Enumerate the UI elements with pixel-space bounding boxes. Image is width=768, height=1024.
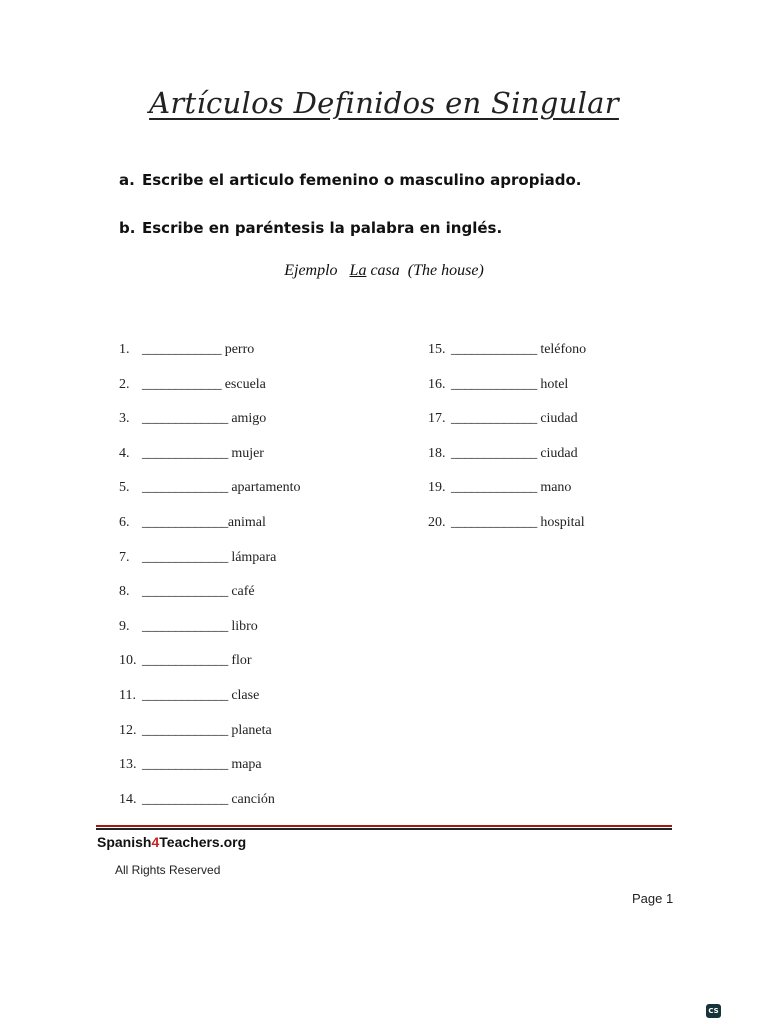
answer-blank: _____________ bbox=[451, 376, 537, 392]
exercise-item bbox=[428, 376, 586, 411]
item-word: café bbox=[231, 584, 255, 600]
exercise-list-right bbox=[428, 341, 586, 549]
item-number: 2. bbox=[119, 376, 130, 392]
item-word: libro bbox=[231, 618, 258, 634]
brand-suffix: Teachers.org bbox=[159, 834, 247, 850]
rights-text: All Rights Reserved bbox=[115, 863, 221, 877]
answer-blank: _____________ bbox=[142, 514, 228, 530]
item-word: apartamento bbox=[231, 480, 301, 496]
item-number: 11. bbox=[119, 687, 136, 703]
exercise-item bbox=[119, 756, 301, 791]
item-word: ciudad bbox=[540, 411, 578, 427]
item-number: 4. bbox=[119, 445, 130, 461]
exercise-item bbox=[428, 341, 586, 376]
item-word: flor bbox=[231, 653, 252, 669]
instruction-text: Escribe en paréntesis la palabra en inglés. bbox=[142, 219, 503, 237]
item-word: mano bbox=[540, 480, 572, 496]
answer-blank: _____________ bbox=[451, 445, 537, 461]
item-number: 15. bbox=[428, 342, 446, 357]
exercise-item bbox=[119, 652, 301, 687]
item-number: 10. bbox=[119, 653, 137, 669]
item-number: 13. bbox=[119, 757, 137, 773]
answer-blank: _____________ bbox=[142, 618, 228, 634]
exercise-item bbox=[119, 791, 301, 826]
item-number: 9. bbox=[119, 618, 130, 634]
answer-blank: _____________ bbox=[142, 584, 228, 600]
brand-accent: 4 bbox=[151, 834, 160, 850]
answer-blank: _____________ bbox=[142, 480, 228, 496]
example-line bbox=[0, 262, 768, 280]
exercise-item bbox=[428, 514, 586, 549]
instruction-a bbox=[119, 171, 581, 189]
exercise-item bbox=[119, 618, 301, 653]
answer-blank: _____________ bbox=[142, 722, 228, 738]
exercise-item bbox=[119, 583, 301, 618]
item-word: hospital bbox=[540, 514, 585, 530]
item-word: animal bbox=[227, 514, 266, 530]
page-title: Artículos Definidos en Singular bbox=[149, 86, 619, 120]
example-article: La bbox=[349, 262, 367, 279]
brand-logo bbox=[97, 834, 246, 850]
answer-blank: _____________ bbox=[142, 549, 228, 565]
item-word: planeta bbox=[231, 722, 272, 738]
exercise-item bbox=[119, 514, 301, 549]
answer-blank: _____________ bbox=[142, 791, 228, 807]
instruction-marker: b. bbox=[119, 219, 136, 237]
answer-blank: ____________ bbox=[142, 376, 222, 392]
answer-blank: _____________ bbox=[142, 653, 228, 669]
item-word: teléfono bbox=[540, 342, 587, 357]
answer-blank: _____________ bbox=[451, 342, 537, 357]
item-number: 3. bbox=[119, 411, 130, 427]
page-number: Page 1 bbox=[632, 891, 674, 906]
item-word: canción bbox=[231, 791, 275, 807]
exercise-item bbox=[428, 445, 586, 480]
exercise-item bbox=[119, 445, 301, 480]
answer-blank: _____________ bbox=[451, 514, 537, 530]
item-word: amigo bbox=[231, 411, 267, 427]
item-word: escuela bbox=[224, 376, 266, 392]
item-word: clase bbox=[231, 687, 260, 703]
answer-blank: _____________ bbox=[142, 411, 228, 427]
answer-blank: _____________ bbox=[142, 445, 228, 461]
item-number: 12. bbox=[119, 722, 137, 738]
item-number: 1. bbox=[119, 342, 130, 357]
item-number: 8. bbox=[119, 584, 130, 600]
example-translation: (The house) bbox=[407, 262, 484, 279]
exercise-item bbox=[119, 549, 301, 584]
item-number: 17. bbox=[428, 411, 446, 427]
exercise-item bbox=[119, 687, 301, 722]
answer-blank: _____________ bbox=[451, 411, 537, 427]
exercise-item bbox=[119, 376, 301, 411]
item-word: mapa bbox=[231, 757, 262, 773]
exercise-item bbox=[119, 722, 301, 757]
item-number: 18. bbox=[428, 445, 446, 461]
item-number: 20. bbox=[428, 514, 446, 530]
item-number: 6. bbox=[119, 514, 130, 530]
answer-blank: _____________ bbox=[142, 757, 228, 773]
item-word: mujer bbox=[231, 445, 264, 461]
footer-divider bbox=[96, 825, 672, 830]
item-word: lámpara bbox=[231, 549, 277, 565]
answer-blank: _____________ bbox=[451, 480, 537, 496]
instruction-b bbox=[119, 219, 502, 237]
instruction-text: Escribe el articulo femenino o masculino apropiado. bbox=[142, 171, 582, 189]
item-number: 19. bbox=[428, 480, 446, 496]
exercise-item bbox=[119, 341, 301, 376]
item-word: perro bbox=[224, 342, 255, 357]
answer-blank: _____________ bbox=[142, 687, 228, 703]
item-number: 5. bbox=[119, 480, 130, 496]
answer-blank: ____________ bbox=[142, 342, 222, 357]
item-word: hotel bbox=[540, 376, 569, 392]
brand-prefix: Spanish bbox=[97, 834, 152, 850]
exercise-item bbox=[119, 479, 301, 514]
item-word: ciudad bbox=[540, 445, 578, 461]
item-number: 7. bbox=[119, 549, 130, 565]
exercise-list-left bbox=[119, 341, 301, 825]
cs-badge-icon: CS bbox=[706, 1004, 721, 1018]
exercise-item bbox=[428, 479, 586, 514]
example-word: casa bbox=[370, 262, 400, 279]
example-label: Ejemplo bbox=[284, 262, 338, 279]
exercise-item bbox=[428, 410, 586, 445]
exercise-item bbox=[119, 410, 301, 445]
instruction-marker: a. bbox=[119, 171, 135, 189]
item-number: 14. bbox=[119, 791, 137, 807]
item-number: 16. bbox=[428, 376, 446, 392]
